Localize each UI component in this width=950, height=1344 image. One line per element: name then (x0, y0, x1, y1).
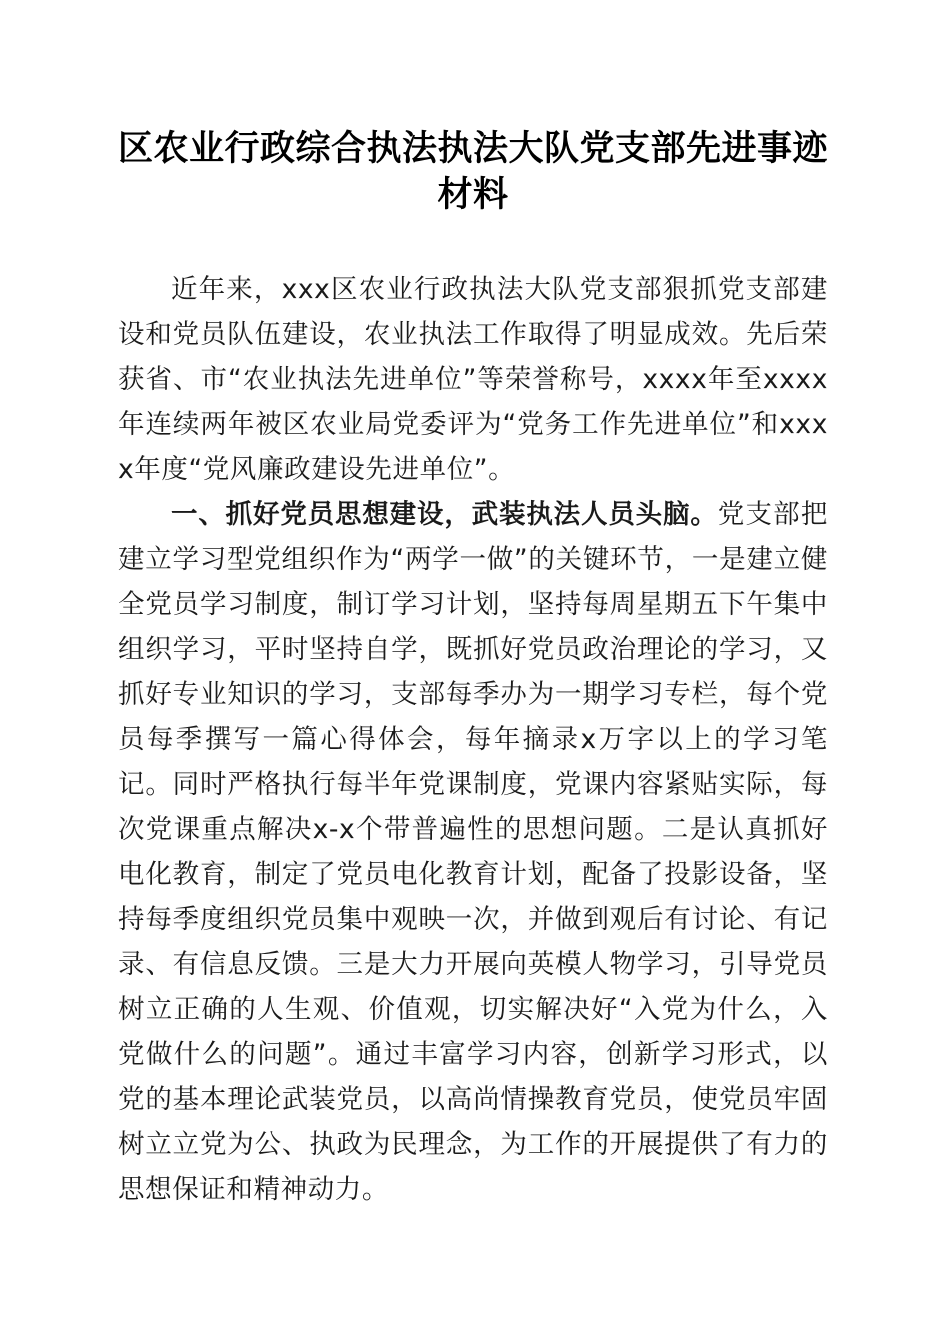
document-content (118, 0, 828, 1212)
section-body-one: 党支部把建立学习型党组织作为“两学一做”的关键环节，一是建立健全党员学习制度，制订学习计划，坚持每周星期五下午集中组织学习，平时坚持自学，既抓好党员政治理论的学习，又抓好专业知识的学习，支部每季办为一期学习专栏，每个党员每季撰写一篇心得体会，每年摘录x万字以上的学习笔记。同时严格执行每半年党课制度，党课内容紧贴实际，每次党课重点解决x-x个带普遍性的思想问题。二是认真抓好电化教育，制定了党员电化教育计划，配备了投影设备，坚持每季度组织党员集中观映一次，并做到观后有讨论、有记录、有信息反馈。三是大力开展向英模人物学习，引导党员树立正确的人生观、价值观，切实解决好“入党为什么，入党做什么的问题”。通过丰富学习内容，创新学习形式，以党的基本理论武装党员，以高尚情操教育党员，使党员牢固树立立党为公、执政为民理念，为工作的开展提供了有力的思想保证和精神动力。 (118, 499, 829, 1205)
page-title: 区农业行政综合执法执法大队党支部先进事迹材料 (118, 128, 829, 215)
paragraph-intro: 近年来，xxx区农业行政执法大队党支部狠抓党支部建设和党员队伍建设，农业执法工作取得了明显成效。先后荣获省、市“农业执法先进单位”等荣誉称号，xxxx年至xxxx年连续两年被区农业局党委评为“党务工作先进单位”和xxxx年度“党风廉政建设先进单位”。 (118, 274, 828, 485)
paragraph-section-one (118, 492, 828, 1212)
section-heading-one: 一、抓好党员思想建设，武装执法人员头脑。 (171, 499, 718, 530)
